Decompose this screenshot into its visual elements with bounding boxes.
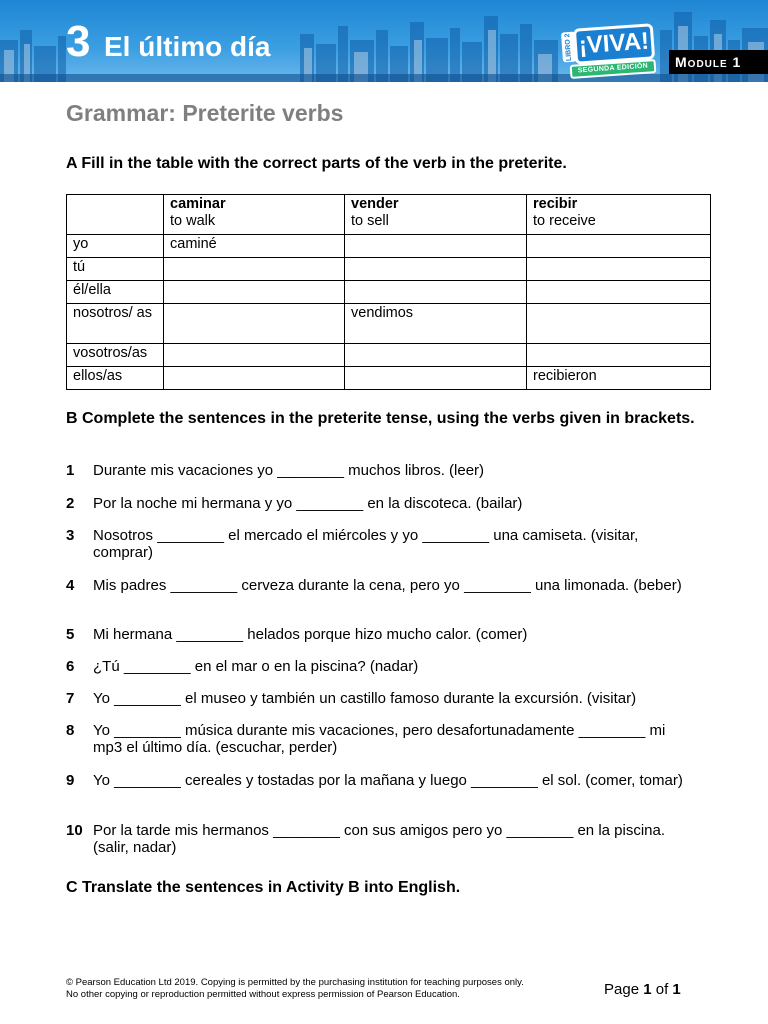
exercise-sentence[interactable]: Por la noche mi hermana y yo ________ en la discoteca. (bailar) (93, 495, 523, 512)
table-row (67, 344, 711, 367)
exercise-number: 6 (66, 658, 75, 675)
answer-cell[interactable] (164, 258, 345, 281)
page-title: Grammar: Preterite verbs (66, 100, 344, 126)
page-total: 1 (672, 981, 681, 998)
exercise-sentence[interactable]: Yo ________ cereales y tostadas por la mañana y luego ________ el sol. (comer, tomar) (93, 772, 683, 789)
logo-word: ¡VIVA! (577, 27, 650, 60)
verb-meaning: to sell (351, 213, 389, 229)
exercise-number: 5 (66, 626, 75, 643)
answer-cell[interactable] (164, 367, 345, 390)
exercise-number: 9 (66, 772, 75, 789)
answer-cell[interactable] (527, 258, 711, 281)
answer-cell[interactable] (345, 258, 527, 281)
pronoun-cell: vosotros/as (67, 344, 164, 367)
page-current: 1 (643, 981, 652, 998)
exercise-number: 1 (66, 462, 75, 479)
answer-cell[interactable] (164, 304, 345, 344)
verb-name: caminar (170, 196, 226, 212)
table-header-cell (345, 195, 527, 235)
answer-cell[interactable] (164, 281, 345, 304)
table-header-cell (527, 195, 711, 235)
exercise-sentence[interactable]: Por la tarde mis hermanos ________ con sus amigos pero yo ________ en la piscina. (salir, nadar) (93, 822, 666, 856)
table-row (67, 367, 711, 390)
logo-edition-ribbon: SEGUNDA EDICIÓN (570, 59, 657, 79)
page-prefix: Page (604, 981, 640, 998)
copyright-line: No other copying or reproduction permitted without express permission of Pearson Education. (66, 989, 460, 1000)
exercise-number: 10 (66, 822, 83, 839)
answer-cell[interactable] (164, 344, 345, 367)
answer-cell[interactable]: recibieron (527, 367, 711, 390)
answer-cell[interactable] (345, 281, 527, 304)
page-number (604, 981, 681, 998)
copyright-notice (66, 977, 576, 1001)
logo-badge (573, 23, 655, 64)
table-row (67, 281, 711, 304)
unit-title: El último día (104, 31, 271, 62)
exercise-sentence[interactable]: Nosotros ________ el mercado el miércoles y yo ________ una camiseta. (visitar, comprar) (93, 527, 639, 561)
copyright-line: © Pearson Education Ltd 2019. Copying is permitted by the purchasing institution for teaching purposes only. (66, 977, 524, 988)
exercise-sentence[interactable]: Mis padres ________ cerveza durante la cena, pero yo ________ una limonada. (beber) (93, 577, 682, 594)
logo-book-label: LIBRO 2 (564, 33, 573, 62)
answer-cell[interactable] (527, 344, 711, 367)
pronoun-cell: nosotros/ as (67, 304, 164, 344)
exercise-number: 4 (66, 577, 75, 594)
module-tab: Module 1 (669, 50, 768, 74)
section-a-instruction: A Fill in the table with the correct parts of the verb in the preterite. (66, 155, 567, 172)
verb-meaning: to receive (533, 213, 596, 229)
section-c-instruction: C Translate the sentences in Activity B into English. (66, 879, 461, 896)
pronoun-cell: yo (67, 235, 164, 258)
verb-name: recibir (533, 196, 578, 212)
answer-cell[interactable] (527, 281, 711, 304)
exercise-sentence[interactable]: Yo ________ música durante mis vacaciones, pero desafortunadamente ________ mi mp3 el último día. (escuchar, perder) (93, 722, 666, 756)
verb-meaning: to walk (170, 213, 216, 229)
table-header-cell (164, 195, 345, 235)
answer-cell[interactable] (345, 367, 527, 390)
table-header-row (67, 195, 711, 235)
exercise-number: 3 (66, 527, 75, 544)
table-header-blank (67, 195, 164, 235)
viva-logo (562, 24, 658, 82)
answer-cell[interactable] (345, 344, 527, 367)
verb-table (66, 194, 711, 390)
unit-number: 3 (66, 17, 91, 66)
exercise-number: 7 (66, 690, 75, 707)
exercise-sentence[interactable]: Mi hermana ________ helados porque hizo mucho calor. (comer) (93, 626, 528, 643)
answer-cell[interactable]: caminé (164, 235, 345, 258)
answer-cell[interactable] (527, 304, 711, 344)
verb-name: vender (351, 196, 399, 212)
answer-cell[interactable] (345, 235, 527, 258)
logo-book-tag (561, 32, 577, 63)
exercise-number: 2 (66, 495, 75, 512)
pronoun-cell: ellos/as (67, 367, 164, 390)
header-banner (0, 0, 768, 82)
exercise-sentence[interactable]: Durante mis vacaciones yo ________ muchos libros. (leer) (93, 462, 485, 479)
pronoun-cell: él/ella (67, 281, 164, 304)
table-row (67, 304, 711, 344)
page-of: of (655, 981, 669, 998)
answer-cell[interactable]: vendimos (345, 304, 527, 344)
exercise-sentence[interactable]: Yo ________ el museo y también un castillo famoso durante la excursión. (visitar) (93, 690, 637, 707)
pronoun-cell: tú (67, 258, 164, 281)
exercise-sentence[interactable]: ¿Tú ________ en el mar o en la piscina? (nadar) (93, 658, 419, 675)
section-b-instruction: B Complete the sentences in the preterite tense, using the verbs given in brackets. (66, 410, 695, 427)
answer-cell[interactable] (527, 235, 711, 258)
table-row (67, 258, 711, 281)
table-row (67, 235, 711, 258)
exercise-number: 8 (66, 722, 75, 739)
